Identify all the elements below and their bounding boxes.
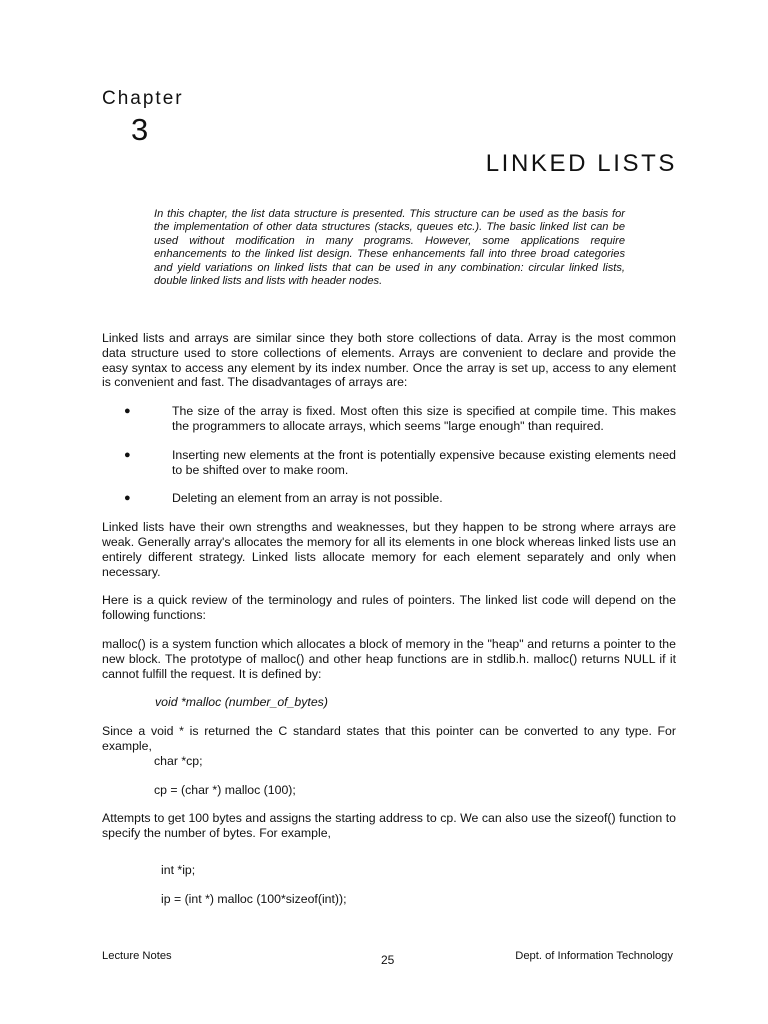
code-block-char — [102, 754, 676, 798]
chapter-number: 3 — [131, 112, 149, 147]
list-item — [102, 491, 676, 506]
code-line: cp = (char *) malloc (100); — [154, 782, 296, 797]
paragraph-malloc: malloc() is a system function which allocates a block of memory in the "heap" and returns a pointer to the new block. The prototype of malloc() and other heap functions are in stdlib.h. malloc() returns NULL if it cannot fulfill the request. It is defined by: — [102, 636, 676, 681]
chapter-title: LINKED LISTS — [485, 150, 677, 177]
paragraph-sizeof: Attempts to get 100 bytes and assigns the starting address to cp. We can also use the sizeof() function to specify the number of bytes. For example, — [102, 811, 676, 841]
code-line: char *cp; — [154, 753, 203, 768]
paragraph-pointers-review: Here is a quick review of the terminology and rules of pointers. The linked list code will depend on the following functions: — [102, 593, 676, 623]
list-item-text: Inserting new elements at the front is potentially expensive because existing elements need to be shifted over to make room. — [172, 447, 676, 477]
code-block-int — [102, 863, 676, 907]
body-text — [102, 331, 676, 921]
page-footer — [102, 950, 676, 970]
bullet-icon: ● — [124, 448, 131, 461]
list-item-text: The size of the array is fixed. Most often this size is specified at compile time. This makes the programmers to allocate arrays, which seems "large enough" than required. — [172, 404, 676, 433]
malloc-prototype: void *malloc (number_of_bytes) — [155, 695, 328, 710]
paragraph-void-pointer: Since a void * is returned the C standard states that this pointer can be converted to any type. For example, — [102, 724, 676, 753]
code-line: ip = (int *) malloc (100*sizeof(int)); — [161, 891, 347, 906]
page-number: 25 — [381, 953, 395, 967]
bullet-icon: ● — [124, 405, 131, 418]
chapter-label: Chapter — [102, 88, 184, 109]
footer-department: Dept. of Information Technology — [515, 950, 673, 962]
chapter-abstract: In this chapter, the list data structure is presented. This structure can be used as the basis for the implementation of other data structures (stacks, queues etc.). The basic linked list can be used without modification in many programs. However, some applications require enhancements to the linked list design. These enhancements fall into three broad categories and yield variations on linked lists that can be used in any combination: circular linked lists, double linked lists and lists with header nodes. — [154, 208, 625, 288]
list-item — [102, 404, 676, 434]
footer-course: Lecture Notes — [102, 950, 172, 962]
paragraph-linked-lists: Linked lists have their own strengths and weaknesses, but they happen to be strong where arrays are weak. Generally array's allocates the memory for all its elements in one block whereas linked lists use an entirely different strategy. Linked lists allocate memory for each element separately and only when necessary. — [102, 520, 676, 579]
code-line: int *ip; — [161, 862, 196, 877]
bullet-icon: ● — [124, 492, 131, 505]
list-item-text: Deleting an element from an array is not possible. — [172, 491, 443, 506]
array-disadvantages-list — [102, 404, 676, 506]
list-item — [102, 448, 676, 478]
paragraph-arrays-intro: Linked lists and arrays are similar since they both store collections of data. Array is the most common data structure used to store collections of elements. Arrays are convenient to declare and provide the easy syntax to access any element by its index number. Once the array is set up, access to any element is convenient and fast. The disadvantages of arrays are: — [102, 331, 676, 390]
